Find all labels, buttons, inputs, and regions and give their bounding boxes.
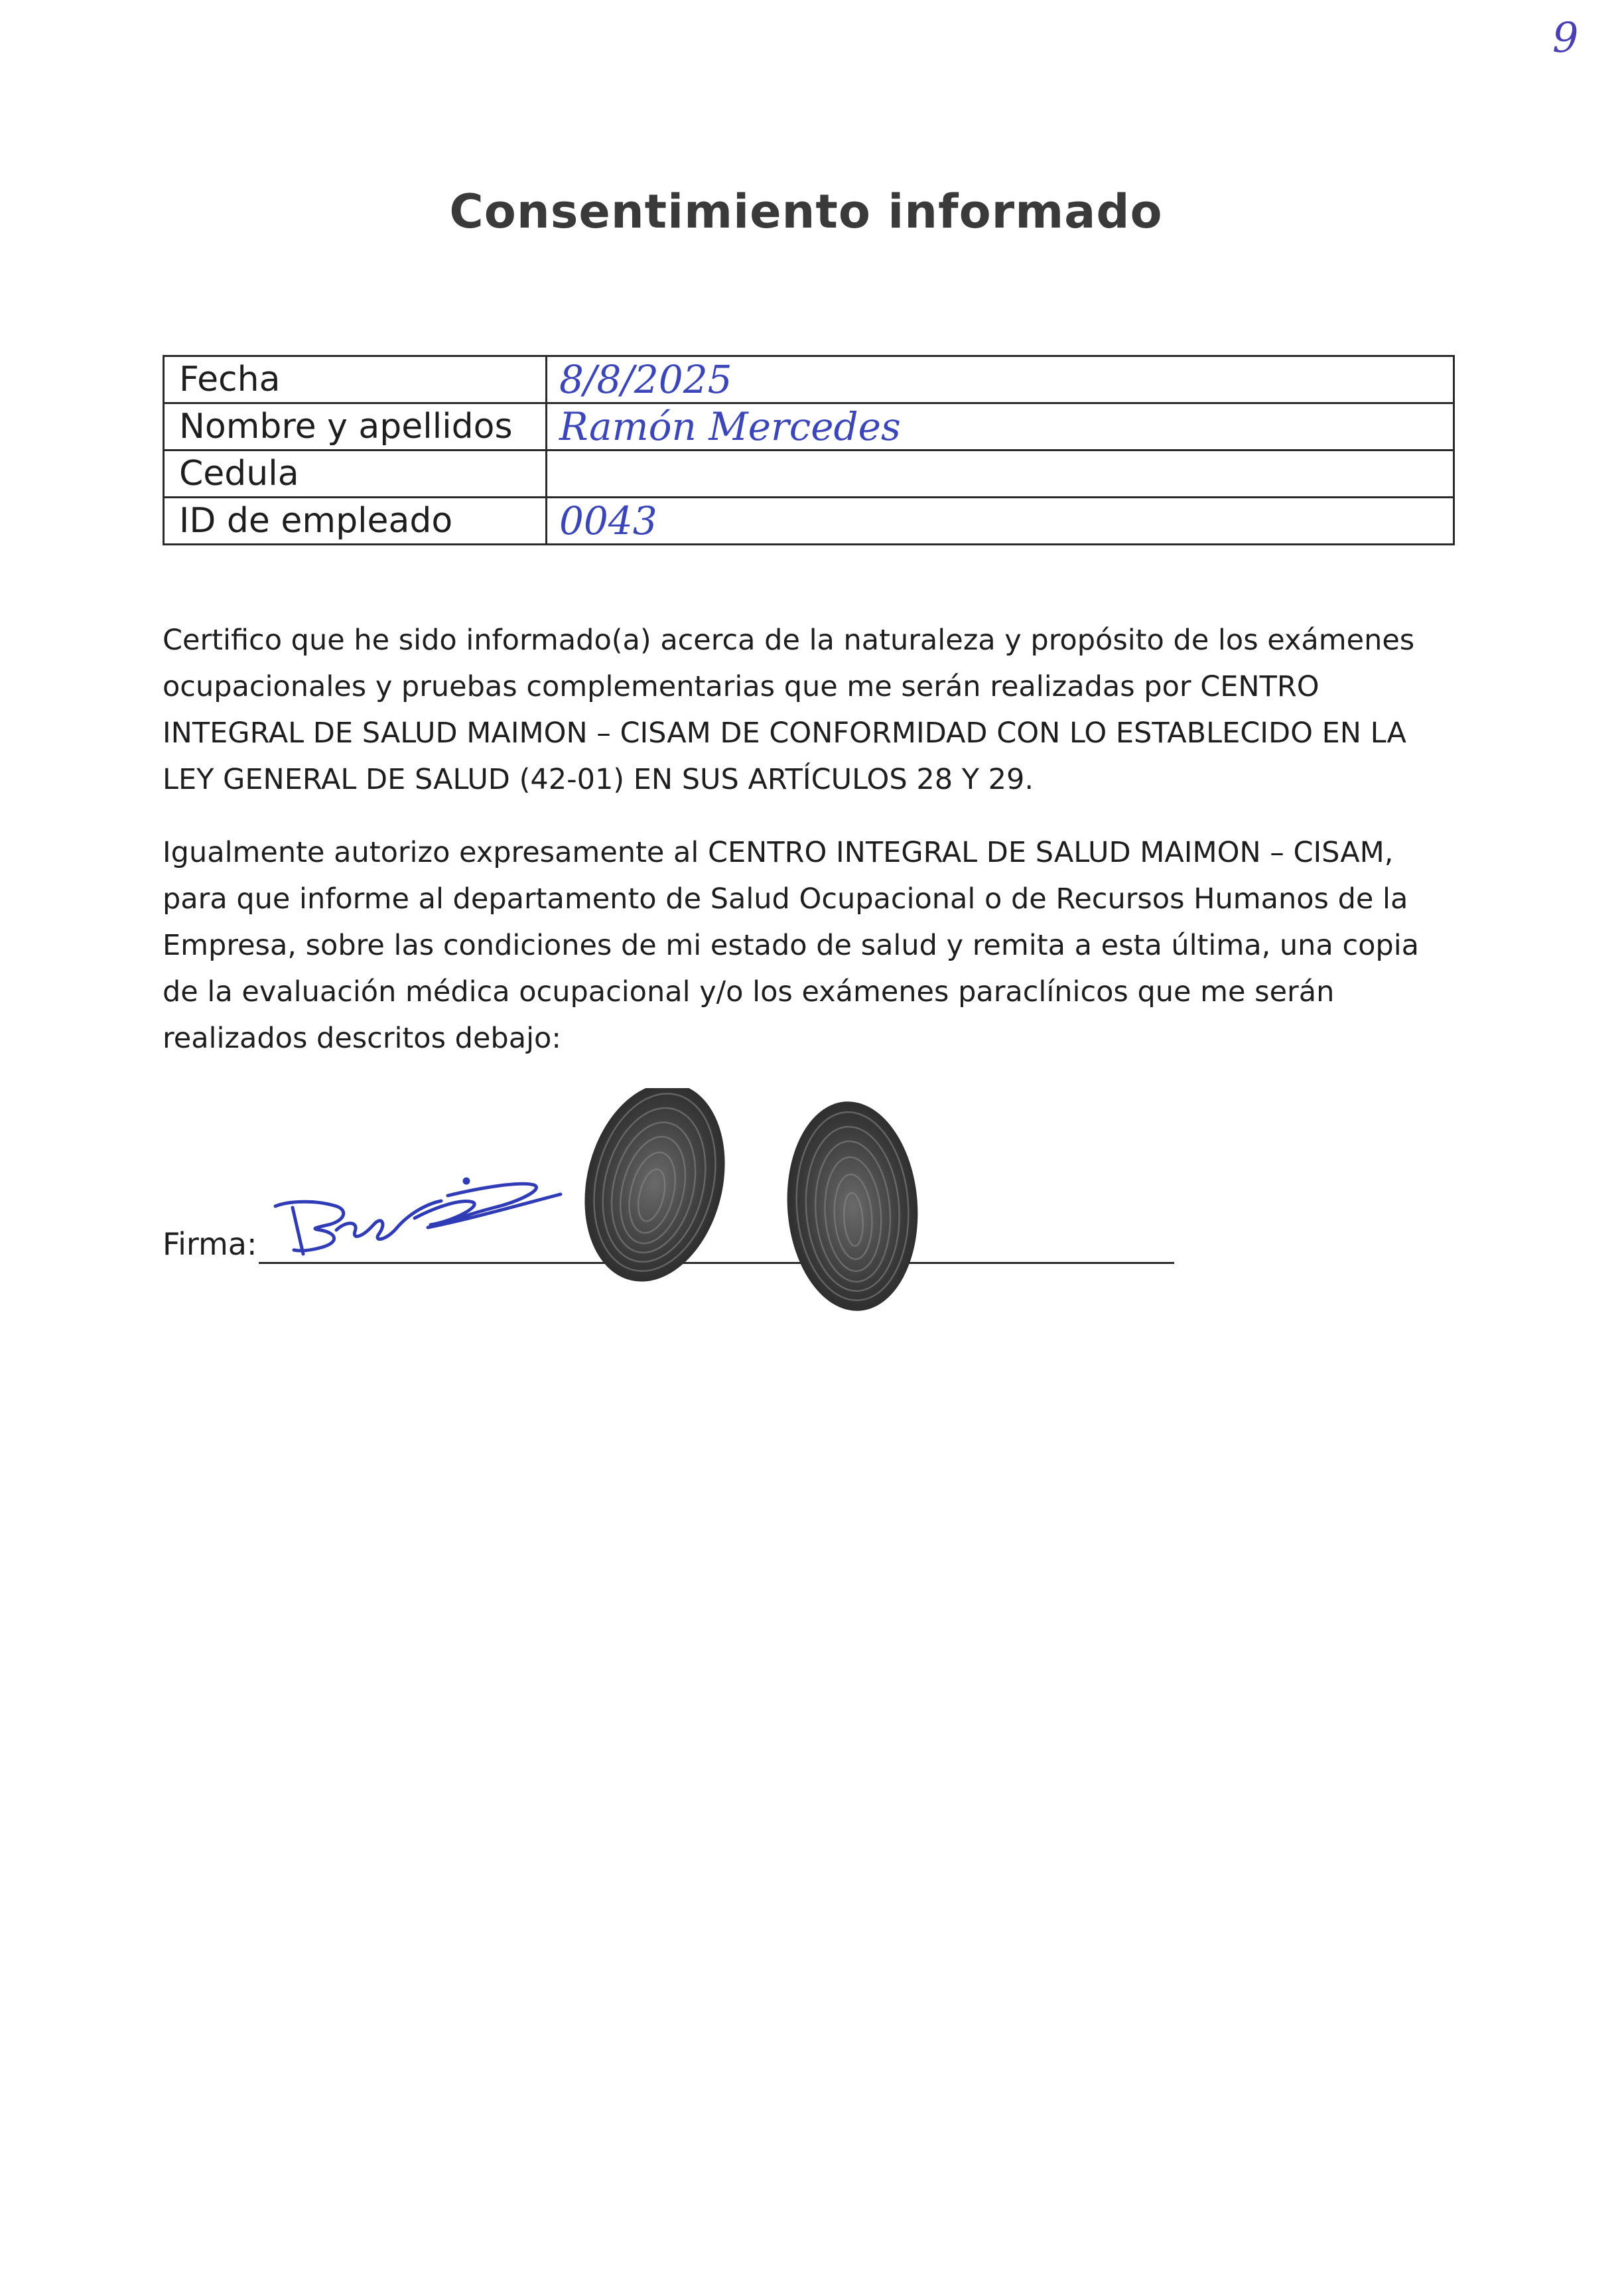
nombre-value[interactable]: Ramón Mercedes — [547, 403, 1454, 451]
table-row-id-empleado — [164, 498, 1454, 545]
id-empleado-label: ID de empleado — [164, 498, 547, 545]
cedula-value[interactable] — [547, 451, 1454, 498]
certification-paragraph: Certifico que he sido informado(a) acerca de la naturaleza y propósito de los exámenes ocupacionales y pruebas complementarias que me serán realizadas por CENTRO INTEGRAL DE SALUD MAIMON – CISAM DE CONFORMIDAD CON LO ESTABLECIDO EN LA LEY GENERAL DE SALUD (42-01) EN SUS ARTÍCULOS 28 Y 29. — [163, 624, 1415, 796]
table-row-nombre — [164, 403, 1454, 451]
page-number: 9 — [1552, 13, 1579, 62]
table-row-fecha — [164, 356, 1454, 403]
firma-label: Firma: — [163, 1226, 257, 1262]
fecha-label: Fecha — [164, 356, 547, 403]
handwritten-signature — [275, 1179, 561, 1254]
fingerprint-right-icon — [780, 1097, 925, 1316]
page-title: Consentimiento informado — [449, 184, 1163, 239]
signature-and-fingerprints — [163, 1088, 1224, 1327]
fingerprint-left-icon — [565, 1088, 744, 1296]
id-empleado-value[interactable]: 0043 — [547, 498, 1454, 545]
fecha-value[interactable]: 8/8/2025 — [547, 356, 1454, 403]
signature-section — [163, 1088, 1224, 1327]
table-row-cedula — [164, 451, 1454, 498]
nombre-label: Nombre y apellidos — [164, 403, 547, 451]
employee-info-table — [163, 355, 1455, 545]
authorization-paragraph: Igualmente autorizo expresamente al CENTRO INTEGRAL DE SALUD MAIMON – CISAM, para que informe al departamento de Salud Ocupacional o de Recursos Humanos de la Empresa, sobre las condiciones de mi estado de salud y remita a esta última, una copia de la evaluación médica ocupacional y/o los exámenes paraclínicos que me serán realizados descritos debajo: — [163, 836, 1419, 1055]
cedula-label: Cedula — [164, 451, 547, 498]
